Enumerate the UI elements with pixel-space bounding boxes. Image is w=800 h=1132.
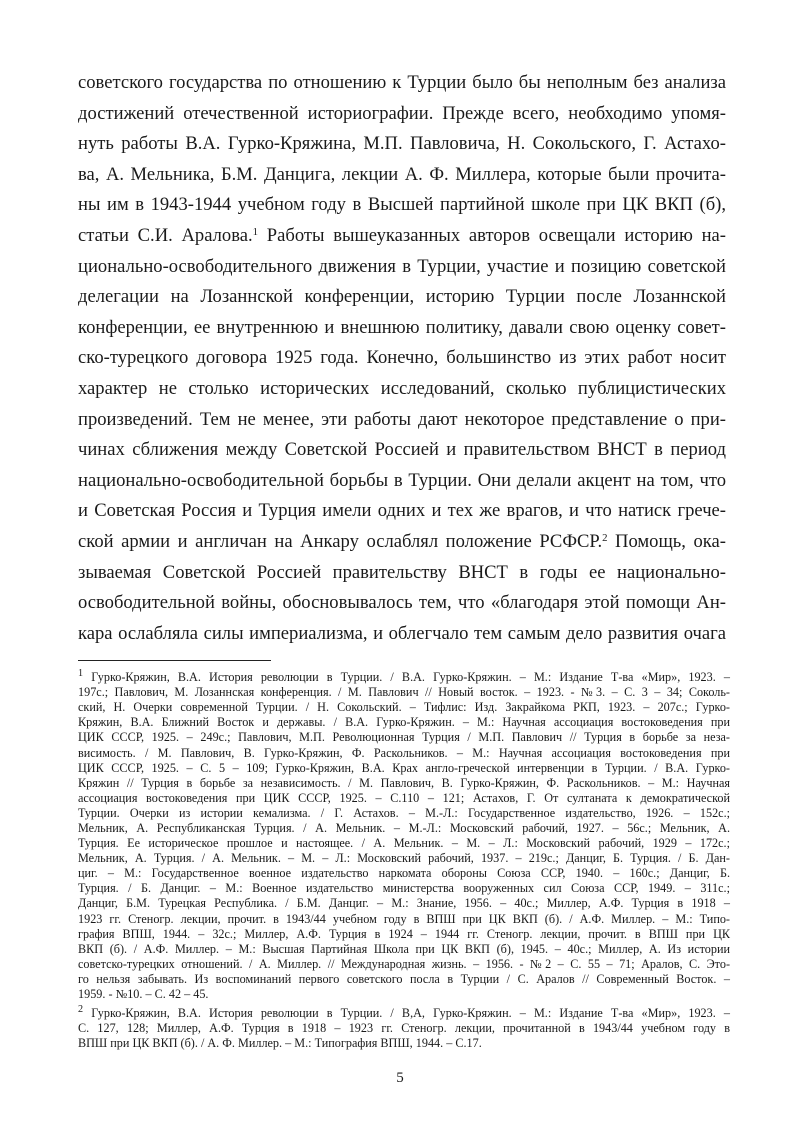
footnote-separator (78, 660, 271, 661)
footnote-line (78, 666, 730, 685)
footnote-line: Мельник, А. Республиканская Турция. / А. Мельник. – М.-Л.: Московский рабочий, 1927. – 56с.; Мельник, А. (78, 821, 730, 835)
footnote-line: Турции. Очерки из истории кемализма. / Г. Астахов. – М.-Л.: Государственное издательство, 1926. – 152с.; (78, 805, 730, 820)
body-line-text: статьи С.И. Аралова. (78, 224, 253, 246)
body-line: конференции, ее внутреннюю и внешнюю политику, давали свою оценку совет- (78, 316, 726, 338)
footnote-line: циг. – М.: Государственное военное издательство наркомата обороны Союза ССР, 1940. – 160с.; Данциг, Б. (78, 866, 730, 881)
footnote-line: ВПШ при ЦК ВКП (б). / А. Ф. Миллер. – М.: Типография ВПШ, 1944. – С.17. (78, 1036, 482, 1051)
body-line: произведений. Тем не менее, эти работы дают некоторое представление о при- (78, 408, 726, 430)
body-line: кара ослабляла силы империализма, и облегчало тем самым дело развития очага (78, 622, 726, 644)
footnote-line: Турция. / Б. Данциг. – М.: Военное издательство министерства вооруженных сил Союза ССР, 1949. – 311с.; (78, 881, 730, 896)
body-line (78, 221, 726, 252)
body-line: освободительной войны, обосновывалось тем, что «благодаря этой помощи Ан- (78, 592, 726, 614)
footnote-line: 197с.; Павлович, М. Лозаннская конференция. / М. Павлович // Новый восток. – 1923. - №3. – С. 3 – 34; Соколь- (78, 685, 730, 700)
body-line: ны им в 1943-1944 учебном году в Высшей партийной школе при ЦК ВКП (б), (78, 194, 726, 216)
body-text (78, 68, 726, 649)
footnote-line: советско-турецких отношений. / А. Миллер. // Международная жизнь. – 1956. - №2 – С. 55 – 71; Аралов, С. Это- (78, 956, 730, 971)
body-line: ва, А. Мельника, Б.М. Данцига, лекции А. Ф. Миллера, которые были прочита- (78, 163, 726, 185)
footnote-line: ВКП (б). / А.Ф. Миллер. – М.: Высшая Партийная Школа при ЦК ВКП (б), 1945. – 40с.; Миллер, А. Из истории (78, 941, 730, 956)
page-number: 5 (396, 1070, 404, 1086)
footnote-line: 1923 гг. Стеногр. лекции, прочит. в 1943/44 учебном году в ВПШ при ЦК ВКП (б). / А.Ф. Миллер. – М.: Типо- (78, 911, 730, 926)
body-line-text: Помощь, ока- (607, 530, 726, 552)
footnote-line: Кряжин // Турция в борьбе за независимость. / М. Павлович, В. Гурко-Кряжин, Ф. Раскольников. – М.: Научная (78, 775, 730, 790)
footnote-text: Гурко-Кряжин, В.А. История революции в Турции. / В,А, Гурко-Кряжин. – М.: Издание Т-ва «Мир», 1923. – (83, 1006, 730, 1021)
body-line: и Советская Россия и Турция имели одних и тех же врагов, и что натиск грече- (78, 500, 726, 522)
body-line: зываемая Советской Россией правительству ВНСТ в годы ее национально- (78, 561, 726, 583)
body-line: советского государства по отношению к Турции было бы неполным без анализа (78, 72, 726, 93)
footnote-line: Мельник, А. Турция. / А. Мельник. – М. – Л.: Московский рабочий, 1937. – 219с.; Данциг, Б. Турция. / Б. Дан- (78, 851, 730, 866)
body-line-text: Работы вышеуказанных авторов освещали историю на- (258, 224, 726, 246)
footnote-text: Гурко-Кряжин, В.А. История революции в Турции. / В.А. Гурко-Кряжин. – М.: Издание Т-ва «Мир», 1923. – (83, 670, 730, 685)
footnote-line: Данциг, Б.М. Турецкая Республика. / Б.М. Данциг. – М.: Знание, 1956. – 40с.; Миллер, А.Ф. Турция в 1918 – (78, 896, 730, 911)
footnote-line: висимость. / М. Павлович, В. Гурко-Кряжин, Ф. Раскольников. – М.: Научная ассоциация востоковедения при (78, 745, 730, 760)
footnote-line: С. 127, 128; Миллер, А.Ф. Турция в 1918 – 1923 гг. Стеногр. лекции, прочитанной в 1943/44 учебном году в (78, 1021, 730, 1036)
body-line: достижений отечественной историографии. Прежде всего, необходимо упомя- (78, 102, 726, 124)
body-line: национально-освободительной борьбы в Турции. Они делали акцент на том, что (78, 469, 726, 491)
body-line: ционально-освободительного движения в Турции, участие и позицию советской (78, 255, 726, 277)
footnote-number: 2 (78, 1004, 84, 1016)
body-line: характер не столько исторических исследований, сколько публицистических (78, 377, 726, 399)
body-line: чинах сближения между Советской Россией и правительством ВНСТ в период (78, 439, 726, 461)
footnote-line: ский, Н. Очерки современной Турции. / Н. Сокольский. – Тифлис: Изд. Закрайкома РКП, 1923. – 207с.; Гурко- (78, 700, 730, 715)
footnote-ref: 2 (602, 531, 608, 544)
footnotes (78, 666, 730, 1051)
footnote-line: ассоциация востоковедения при ЦИК СССР, 1925. – С.110 – 121; Астахов, Г. От султаната к демократической (78, 790, 730, 805)
footnote-line: ЦИК СССР, 1925. – С. 5 – 109; Гурко-Кряжин, В.А. Крах англо-греческой интервенции в Турции. / В.А. Гурко- (78, 760, 730, 775)
body-line: делегации на Лозаннской конференции, историю Турции после Лозаннской (78, 286, 726, 308)
footnote-line: графия ВПШ, 1944. – 32с.; Миллер, А.Ф. Турция в 1924 – 1944 гг. Стеногр. лекции, прочит. в ВПШ при ЦК (78, 926, 730, 941)
footnote-line: Кряжин, В.А. Ближний Восток и державы. / В.А. Гурко-Кряжин. – М.: Научная ассоциация востоковедения при (78, 715, 730, 730)
footnote-line: 1959. - №10. – С. 42 – 45. (78, 987, 209, 1002)
body-line-text: ской армии и англичан на Анкару ослаблял положение РСФСР. (78, 530, 603, 552)
body-line: нуть работы В.А. Гурко-Кряжина, М.П. Павловича, Н. Сокольского, Г. Астахо- (78, 133, 726, 155)
footnote-line: го нельзя забывать. Из воспоминаний первого советского посла в Турции / С. Аралов // Современный Восток. – (78, 971, 730, 986)
footnote-line: ЦИК СССР, 1925. – 249с.; Павлович, М.П. Революционная Турция / М.П. Павлович // Турция в борьбе за неза- (78, 730, 730, 745)
footnote-line (78, 1002, 730, 1021)
footnote-line: Турция. Ее историческое прошлое и настоящее. / А. Мельник. – М. – Л.: Московский рабочий, 1929 – 172с.; (78, 836, 730, 851)
footnote-number: 1 (78, 668, 84, 679)
body-line (78, 527, 726, 558)
footnote-ref: 1 (252, 226, 259, 239)
body-line: ско-турецкого договора 1925 года. Конечно, большинство из этих работ носит (78, 347, 726, 369)
